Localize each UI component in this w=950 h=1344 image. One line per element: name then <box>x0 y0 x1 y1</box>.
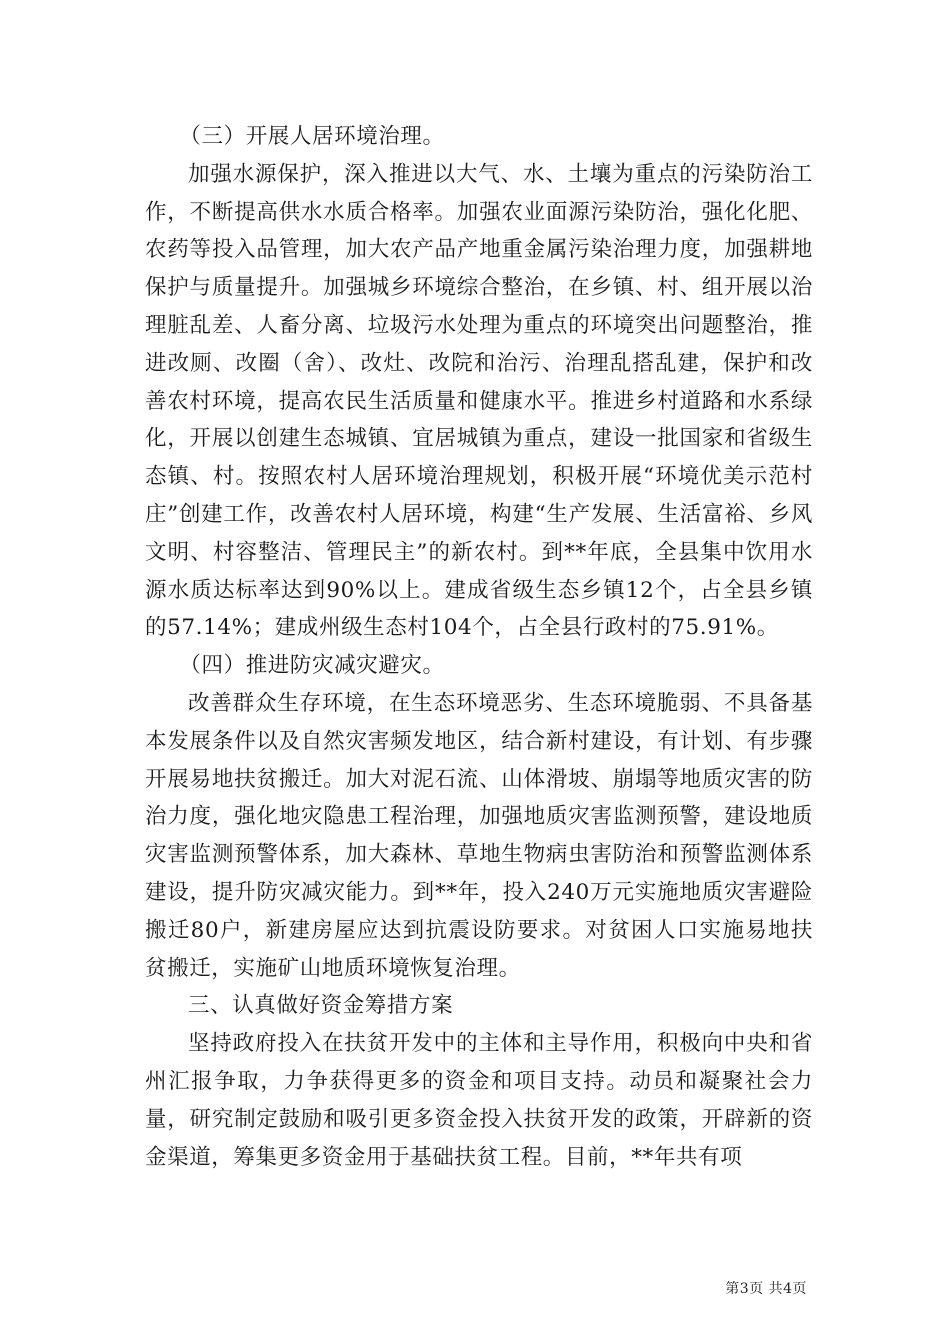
paragraph-environment: 加强水源保护，深入推进以大气、水、土壤为重点的污染防治工作，不断提高供水水质合格率。加强农业面源污染防治，强化化肥、农药等投入品管理，加大农产品产地重金属污染治理力度，加强耕地保护与质量提升。加强城乡环境综合整治，在乡镇、村、组开展以治理脏乱差、人畜分离、垃圾污水处理为重点的环境突出问题整治，推进改厕、改圈（舍）、改灶、改院和治污、治理乱搭乱建，保护和改善农村环境，提高农民生活质量和健康水平。推进乡村道路和水系绿化，开展以创建生态城镇、宜居城镇为重点，建设一批国家和省级生态镇、村。按照农村人居环境治理规划，积极开展“环境优美示范村庄”创建工作，改善农村人居环境，构建“生产发展、生活富裕、乡风文明、村容整洁、管理民主”的新农村。到**年底，全县集中饮用水源水质达标率达到90%以上。建成省级生态乡镇12个，占全县乡镇的57.14%；建成州级生态村104个，占全县行政村的75.91%。 <box>145 161 813 641</box>
section-heading-3: 三、认真做好资金筹措方案 <box>188 993 454 1019</box>
subsection-heading-4: （四）推进防灾减灾避灾。 <box>179 653 445 679</box>
page-number: 第3页 共4页 <box>725 1281 807 1297</box>
subsection-heading-3: （三）开展人居环境治理。 <box>179 124 445 149</box>
document-body <box>145 118 813 1176</box>
paragraph-disaster: 改善群众生存环境，在生态环境恶劣、生态环境脆弱、不具备基本发展条件以及自然灾害频发地区，结合新村建设，有计划、有步骤开展易地扶贫搬迁。加大对泥石流、山体滑坡、崩塌等地质灾害的防治力度，强化地灾隐患工程治理，加强地质灾害监测预警，建设地质灾害监测预警体系，加大森林、草地生物病虫害防治和预警监测体系建设，提升防灾减灾能力。到**年，投入240万元实施地质灾害避险搬迁80户，新建房屋应达到抗震设防要求。对贫困人口实施易地扶贫搬迁，实施矿山地质环境恢复治理。 <box>145 690 813 981</box>
paragraph-funding: 坚持政府投入在扶贫开发中的主体和主导作用，积极向中央和省州汇报争取，力争获得更多的资金和项目支持。动员和凝聚社会力量，研究制定鼓励和吸引更多资金投入扶贫开发的政策，开辟新的资金渠道，筹集更多资金用于基础扶贫工程。目前，**年共有项 <box>145 1031 813 1170</box>
